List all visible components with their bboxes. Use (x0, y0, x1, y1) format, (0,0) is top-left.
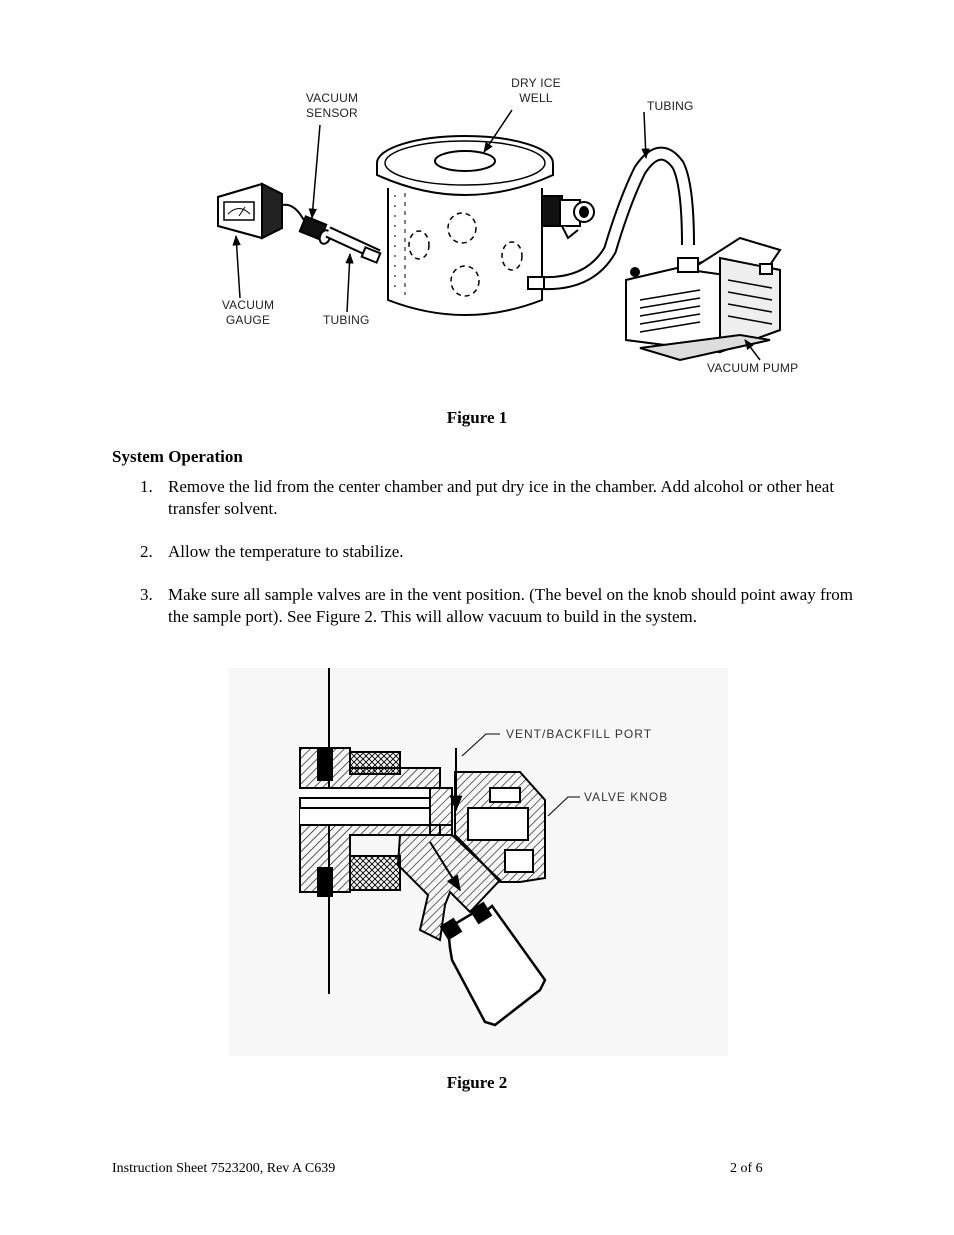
label-tubing-top: TUBING (647, 99, 694, 113)
list-item-text: Make sure all sample valves are in the vent position. (The bevel on the knob should point away from the sample port). See Figure 2. This will allow vacuum to build in the system. (168, 585, 854, 626)
vacuum-gauge-illustration (218, 184, 310, 238)
list-item (112, 541, 852, 563)
figure-2-drawing (0, 660, 954, 1060)
list-item-number: 2. (140, 542, 153, 561)
label-vacuum-gauge (212, 298, 284, 328)
chamber-illustration (377, 136, 553, 315)
label-tubing-bottom: TUBING (323, 313, 370, 327)
list-item (112, 584, 852, 650)
label-vacuum-sensor (296, 91, 368, 121)
list-item-number: 1. (140, 477, 153, 496)
list-item-text: Remove the lid from the center chamber and put dry ice in the chamber. Add alcohol or other heat transfer solvent. (168, 477, 835, 518)
list-item-text: Allow the temperature to stabilize. (168, 542, 404, 561)
vacuum-sensor-illustration (300, 216, 380, 262)
label-valve-knob: VALVE KNOB (584, 790, 669, 804)
label-dry-ice-well (500, 76, 572, 106)
list-item (112, 476, 852, 520)
label-vacuum-gauge-line1: VACUUM (221, 298, 275, 312)
label-vacuum-pump: VACUUM PUMP (707, 361, 799, 375)
label-vacuum-sensor-line1: VACUUM (305, 91, 359, 105)
vacuum-pump-illustration (626, 238, 780, 360)
label-dry-ice-well-line1: DRY ICE (511, 76, 561, 90)
label-vacuum-gauge-line2: GAUGE (225, 313, 271, 327)
figure-1-drawing (0, 0, 954, 400)
figure-2-caption: Figure 2 (446, 1073, 508, 1092)
label-dry-ice-well-line2: WELL (519, 91, 553, 105)
list-item-number: 3. (140, 585, 153, 604)
figure-2 (0, 660, 954, 1060)
footer-document-id: Instruction Sheet 7523200, Rev A C639 (112, 1161, 336, 1176)
label-vacuum-sensor-line2: SENSOR (306, 106, 358, 120)
figure-1 (0, 0, 954, 400)
valve-fitting-illustration (542, 196, 594, 238)
label-vent-backfill-port: VENT/BACKFILL PORT (506, 727, 653, 741)
footer-page-number: 2 of 6 (730, 1161, 763, 1176)
section-heading: System Operation (112, 447, 243, 466)
figure-1-caption: Figure 1 (446, 408, 508, 427)
